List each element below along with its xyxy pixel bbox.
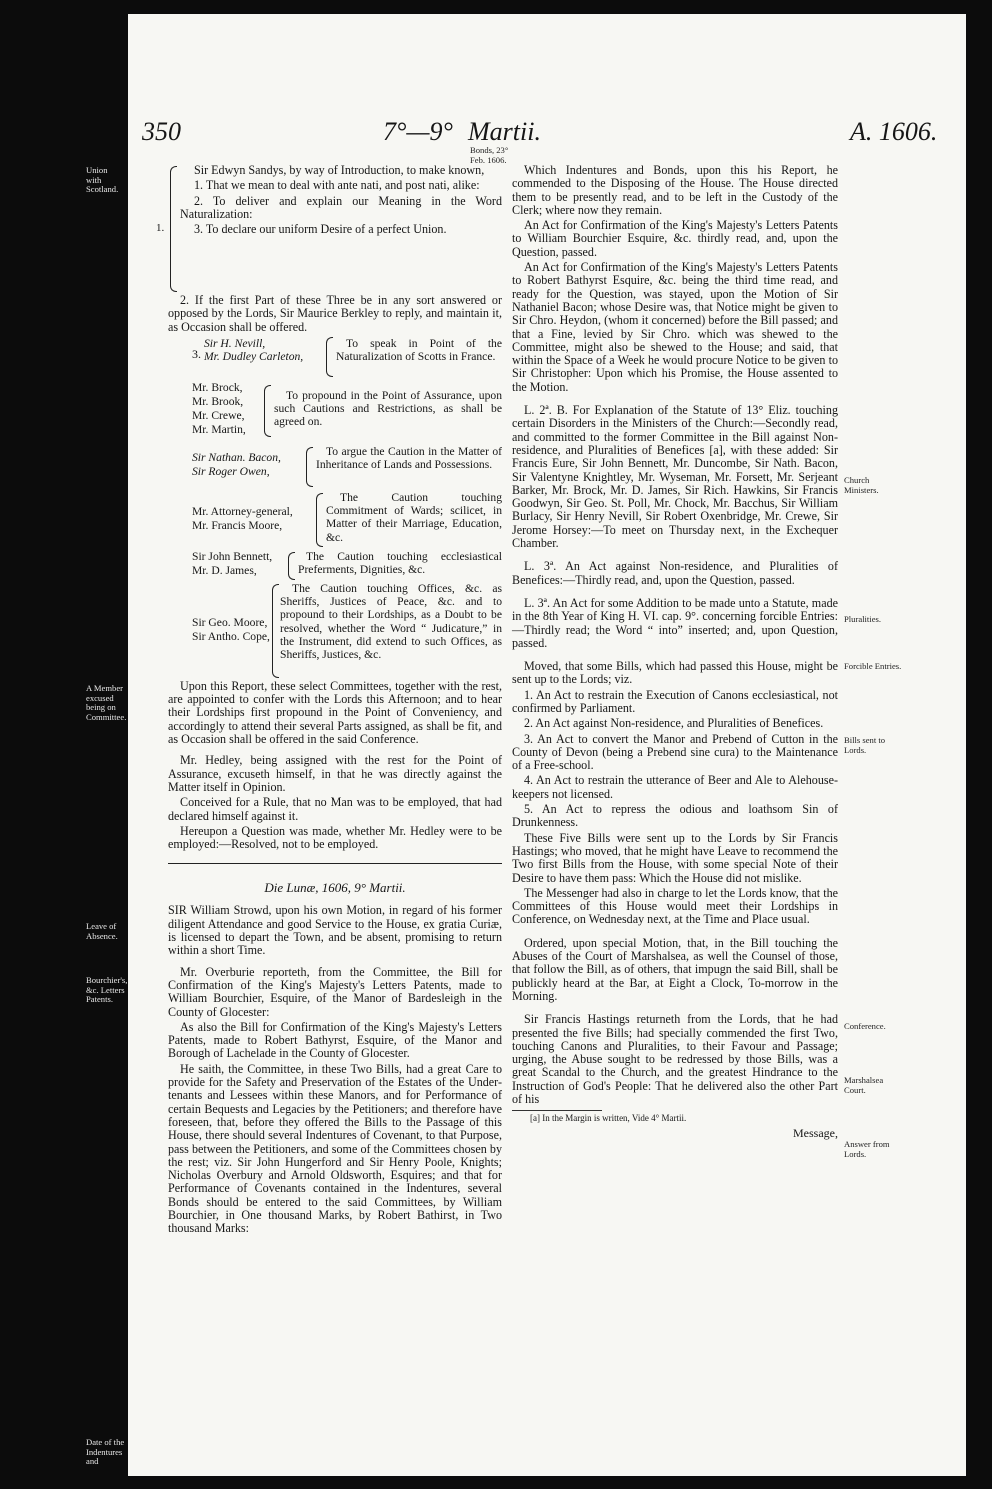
intro-lines: [180, 164, 502, 238]
paragraph-strowd: SIR William Strowd, upon his own Motion, in regard of his former diligent Attendance and good Service to the House, ex gratia Curiæ, is licensed to depart the Town, and be absent, promising to return within a short Time.: [168, 903, 502, 958]
group-moore-names: [192, 616, 282, 644]
margin-note-bonds: Bonds, 23° Feb. 1606.: [470, 145, 509, 165]
name-cope: Sir Antho. Cope,: [192, 629, 270, 643]
name-owen: Sir Roger Owen,: [192, 464, 270, 478]
paragraph-pluralities: L. 3ª. An Act against Non-residence, and Pluralities of Benefices:—Thirdly read, and, upon the Question, passed.: [512, 559, 838, 587]
margin-note-answer: Answer from Lords.: [844, 1139, 890, 1159]
document-page: [128, 14, 966, 1476]
footnote: [a] In the Margin is written, Vide 4° Martii.: [530, 1113, 687, 1124]
margin-note-bills-sent: Bills sent to Lords.: [844, 735, 886, 755]
paragraph-rule: Conceived for a Rule, that no Man was to be employed, that had declared himself against it.: [168, 795, 502, 823]
name-crewe: Mr. Crewe,: [192, 408, 245, 422]
group-bacon: [168, 445, 502, 489]
group-bacon-names: [192, 451, 312, 479]
intro-line-3: 3. To declare our uniform Desire of a perfect Union.: [194, 222, 447, 237]
group-nevill-names: [204, 337, 324, 364]
margin-note-marshalsea: Marshalsea Court.: [844, 1075, 884, 1095]
paragraph-berkley: 2. If the first Part of these Three be in any sort answered or opposed by the Lords, Sir Maurice Berkley to reply, and maintain it, as Occasion shall be offered.: [168, 293, 502, 334]
name-james: Mr. D. James,: [192, 563, 257, 577]
margin-note-pluralities: Pluralities.: [844, 614, 881, 624]
footnote-rule: [512, 1110, 602, 1111]
group-brock-task: To propound in the Point of Assurance, upon such Cautions and Restrictions, as shall be agreed on.: [274, 388, 502, 429]
paragraph-also: As also the Bill for Confirmation of the King's Majesty's Letters Patents, made to Robert Bathyrst, Esquire, of the Manor and Borough of Lachelade in the County of Glocester.: [168, 1019, 502, 1061]
intro-block: [156, 163, 502, 294]
bill-item-4: 4. An Act to restrain the utterance of Beer and Ale to Alehouse-keepers not licensed.: [512, 773, 838, 801]
group-brock-names: [192, 381, 272, 437]
name-moore: Mr. Francis Moore,: [192, 518, 283, 532]
group-bennett-task: The Caution touching ecclesiastical Preferments, Dignities, &c.: [298, 549, 502, 577]
intro-brace: [170, 166, 177, 292]
margin-note-date-indentures: Date of the Indentures and: [86, 1437, 125, 1466]
section-rule: [168, 863, 502, 864]
group-num-3: 3.: [192, 346, 201, 361]
paragraph-overburie: Mr. Overburie reporteth, from the Committee, the Bill for Confirmation of the King's Majesty's Letters Patents, made to William Bourchier, Esquire, of the Manor of Bardesleigh in the County of Glocester:: [168, 964, 502, 1019]
margin-note-leave: Leave of Absence.: [86, 921, 118, 941]
bill-item-2: 2. An Act against Non-residence, and Pluralities of Benefices.: [524, 716, 824, 731]
header-month: Martii.: [468, 117, 541, 146]
section-title: Die Lunæ, 1606, 9° Martii.: [264, 880, 406, 896]
brace: [316, 493, 323, 547]
group-nevill-task: To speak in Point of the Naturalization of Scotts in France.: [336, 336, 502, 364]
margin-note-bourchier: Bourchier's, &c. Letters Patents.: [86, 975, 128, 1004]
margin-note-church: Church Ministers.: [844, 475, 879, 495]
group-attorney-names: [192, 505, 322, 533]
group-attorney: [168, 491, 502, 547]
left-column: [156, 163, 502, 1238]
name-brock: Mr. Brock,: [192, 380, 243, 394]
margin-note-member-excused: A Member excused being on Committee.: [86, 683, 127, 722]
paragraph-bonds: Which Indentures and Bonds, upon this his Report, he commended to the Disposing of the House. The House directed them to be presently read, and to be left in the Custody of the Clerk; where now they remain.: [512, 163, 838, 217]
name-bacon: Sir Nathan. Bacon,: [192, 450, 281, 464]
margin-note-conference: Conference.: [844, 1021, 886, 1031]
paragraph-bourchier-act: An Act for Confirmation of the King's Majesty's Letters Patents to William Bourchier Esquire, &c. thirdly read, and, upon the Question, passed.: [512, 218, 838, 259]
brace: [306, 447, 313, 487]
intro-line-2: 2. To deliver and explain our Meaning in the Word Naturalization:: [180, 193, 502, 221]
brace: [264, 385, 271, 437]
group-moore-task: The Caution touching Offices, &c. as Sheriffs, Justices of Peace, &c. and to propound to their Lordships, as a Doubt to be resolved, whether the Word “ Judicature,” in the Instrument, did extend to such Offices, as Sheriffs, Justices, &c.: [280, 581, 502, 662]
group-brock: [168, 381, 502, 441]
paragraph-bathyrst-act: An Act for Confirmation of the King's Majesty's Letters Patents to Robert Bathyrst Esquire, &c. being the third time read, and ready for the Question, was stayed, upon the Motion of Sir Nathaniel Bacon; whose Desire was, that Notice might be given to Sir Chro. Heydon, (whom it concerned) before the Bill passed; and that a Fine, levied by Sir Chro. which was shewed to the Committee, might also be shewed to the House; and said, that within the Space of a Week he would procure Notice to be given to Sir Christopher: Upon which his Promise, the House assented to the Motion.: [512, 260, 838, 394]
bill-item-3: 3. An Act to convert the Manor and Prebend of Cutton in the County of Devon (being a Prebend sine cura) to the Maintenance of a Free-school.: [512, 731, 838, 773]
paragraph-saith: He saith, the Committee, in these Two Bills, had a great Care to provide for the Safety and Preservation of the Estates of the Under-tenants and Lessees within these Manors, and for Performance of certain Bequests and Legacies by the Petitioners; and therefore have foreseen, that, before they offered the Bills to the Passage of this House, there should several Indentures of Covenant, to that Purpose, pass between the Petitioners, and some of the Committees chosen by the rest; viz. Sir John Hungerford and Sir Henry Poole, Knights; Nicholas Overbury and Arnold Oldsworth, Esquires; and that for Performance of Covenants contained in the Indentures, several Bonds should be entered to the said Committees, by William Bourchier, in One thousand Marks, by Robert Bathirst, in Two thousand Marks:: [168, 1061, 502, 1236]
group-moore: [168, 582, 502, 678]
paragraph-church: L. 2ª. B. For Explanation of the Statute of 13° Eliz. touching certain Disorders in the Ministers of the Church:—Secondly read, and committed to the former Committee in the Bill against Non-residence, and Pluralities of Benefices [a], with these added: Sir Francis Eure, Sir John Bennett, Mr. Duncombe, Sir Nath. Bacon, Sir Valentyne Knightley, Mr. Wyseman, Mr. Forsett, Mr. Serjeant Barker, Mr. Brock, Mr. D. James, Sir Rich. Hawkins, Sir Francis Goodwyn, Sir Geo. St. Poll, Mr. Chock, Mr. Bacchus, Sir William Burlacy, Sir Henry Nevill, Sir Robert Oxenbridge, Mr. Crewe, Sir Jerome Horsey:—To meet on Thursday next, in the Exchequer Chamber.: [512, 403, 838, 551]
group-nevill: [168, 337, 502, 377]
paragraph-five-bills: These Five Bills were sent up to the Lords by Sir Francis Hastings; who moved, that he might have Leave to recommend the Two first Bills from the House, with some special Note of their Desire to have them pass: Which the House did not mislike.: [512, 830, 838, 885]
name-bennett: Sir John Bennett,: [192, 549, 273, 563]
paragraph-question: Hereupon a Question was made, whether Mr. Hedley were to be employed:—Resolved, not to be employed.: [168, 823, 502, 852]
name-geo-moore: Sir Geo. Moore,: [192, 615, 268, 629]
brace: [272, 584, 279, 678]
paragraph-ordered: Ordered, upon special Motion, that, in the Bill touching the Abuses of the Court of Marshalsea, as well the Counsel of those, that follow the Bill, as of others, that impugn the said Bill, shall be publickly heard at the Bar, at Eight a Clock, To-morrow in the Morning.: [512, 935, 838, 1003]
name-brook: Mr. Brook,: [192, 394, 244, 408]
header-date-range: 7°—9°: [383, 117, 453, 146]
paragraph-hedley: Mr. Hedley, being assigned with the rest for the Point of Assurance, excuseth himself, in that he was directly against the Matter itself in Opinion.: [168, 753, 502, 794]
header-year: A. 1606.: [850, 117, 938, 146]
name-martin: Mr. Martin,: [192, 422, 246, 436]
name-nevill: Sir H. Nevill,: [204, 336, 266, 350]
bill-item-5: 5. An Act to repress the odious and loathsom Sin of Drunkenness.: [512, 802, 838, 830]
name-attorney: Mr. Attorney-general,: [192, 504, 293, 518]
margin-note-forcible: Forcible Entries.: [844, 661, 902, 671]
group-bennett-names: [192, 550, 292, 578]
intro-numeral: 1.: [156, 222, 165, 234]
bill-item-1: 1. An Act to restrain the Execution of Canons ecclesiastical, not confirmed by Parliament.: [512, 687, 838, 715]
brace: [326, 337, 333, 377]
paragraph-messenger: The Messenger had also in charge to let the Lords know, that the Committees of this House would meet their Lordships in Conference, on Wednesday next, at the Time and Place usual.: [512, 885, 838, 927]
paragraph-hastings: Sir Francis Hastings returneth from the Lords, that he had presented the five Bills; had specially commended the first Two, touching Canons and Pluralities, to their Favour and Passage; urging, the Abuse sought to be redressed by those Bills, was a great Scandal to the Church, and the greatest Hindrance to the Instruction of God's People: That he delivered also the other Part of his: [512, 1012, 838, 1106]
page-number: 350: [142, 117, 181, 146]
margin-note-union-left: Union with Scotland.: [86, 165, 119, 194]
catchword: Message,: [793, 1126, 838, 1141]
group-bennett: [168, 550, 502, 580]
paragraph-moved: Moved, that some Bills, which had passed this House, might be sent up to the Lords; viz.: [512, 659, 838, 687]
paragraph-report: Upon this Report, these select Committees, together with the rest, are appointed to confer with the Lords this Afternoon; and to hear their Lordships first propound in the Point of Conveniency, and accordingly to attend their several Parts assigned, as shall be fit, and as Occasion shall be offered in the said Conference.: [168, 678, 502, 747]
group-bacon-task: To argue the Caution in the Matter of Inheritance of Lands and Possessions.: [316, 444, 502, 472]
intro-line-1: 1. That we mean to deal with ante nati, and post nati, alike:: [194, 178, 480, 193]
brace: [288, 552, 295, 580]
right-column: [512, 164, 838, 1141]
intro-line-0: Sir Edwyn Sandys, by way of Introduction, to make known,: [194, 163, 485, 177]
group-attorney-task: The Caution touching Commitment of Wards; scilicet, in Matter of their Marriage, Education, &c.: [326, 490, 502, 544]
name-carleton: Mr. Dudley Carleton,: [204, 350, 304, 364]
paragraph-forcible: L. 3ª. An Act for some Addition to be made unto a Statute, made in the 8th Year of King H. VI. cap. 9°. concerning forcible Entries:—Thirdly read; the Word “ into” inserted; and, upon Question, passed.: [512, 595, 838, 650]
